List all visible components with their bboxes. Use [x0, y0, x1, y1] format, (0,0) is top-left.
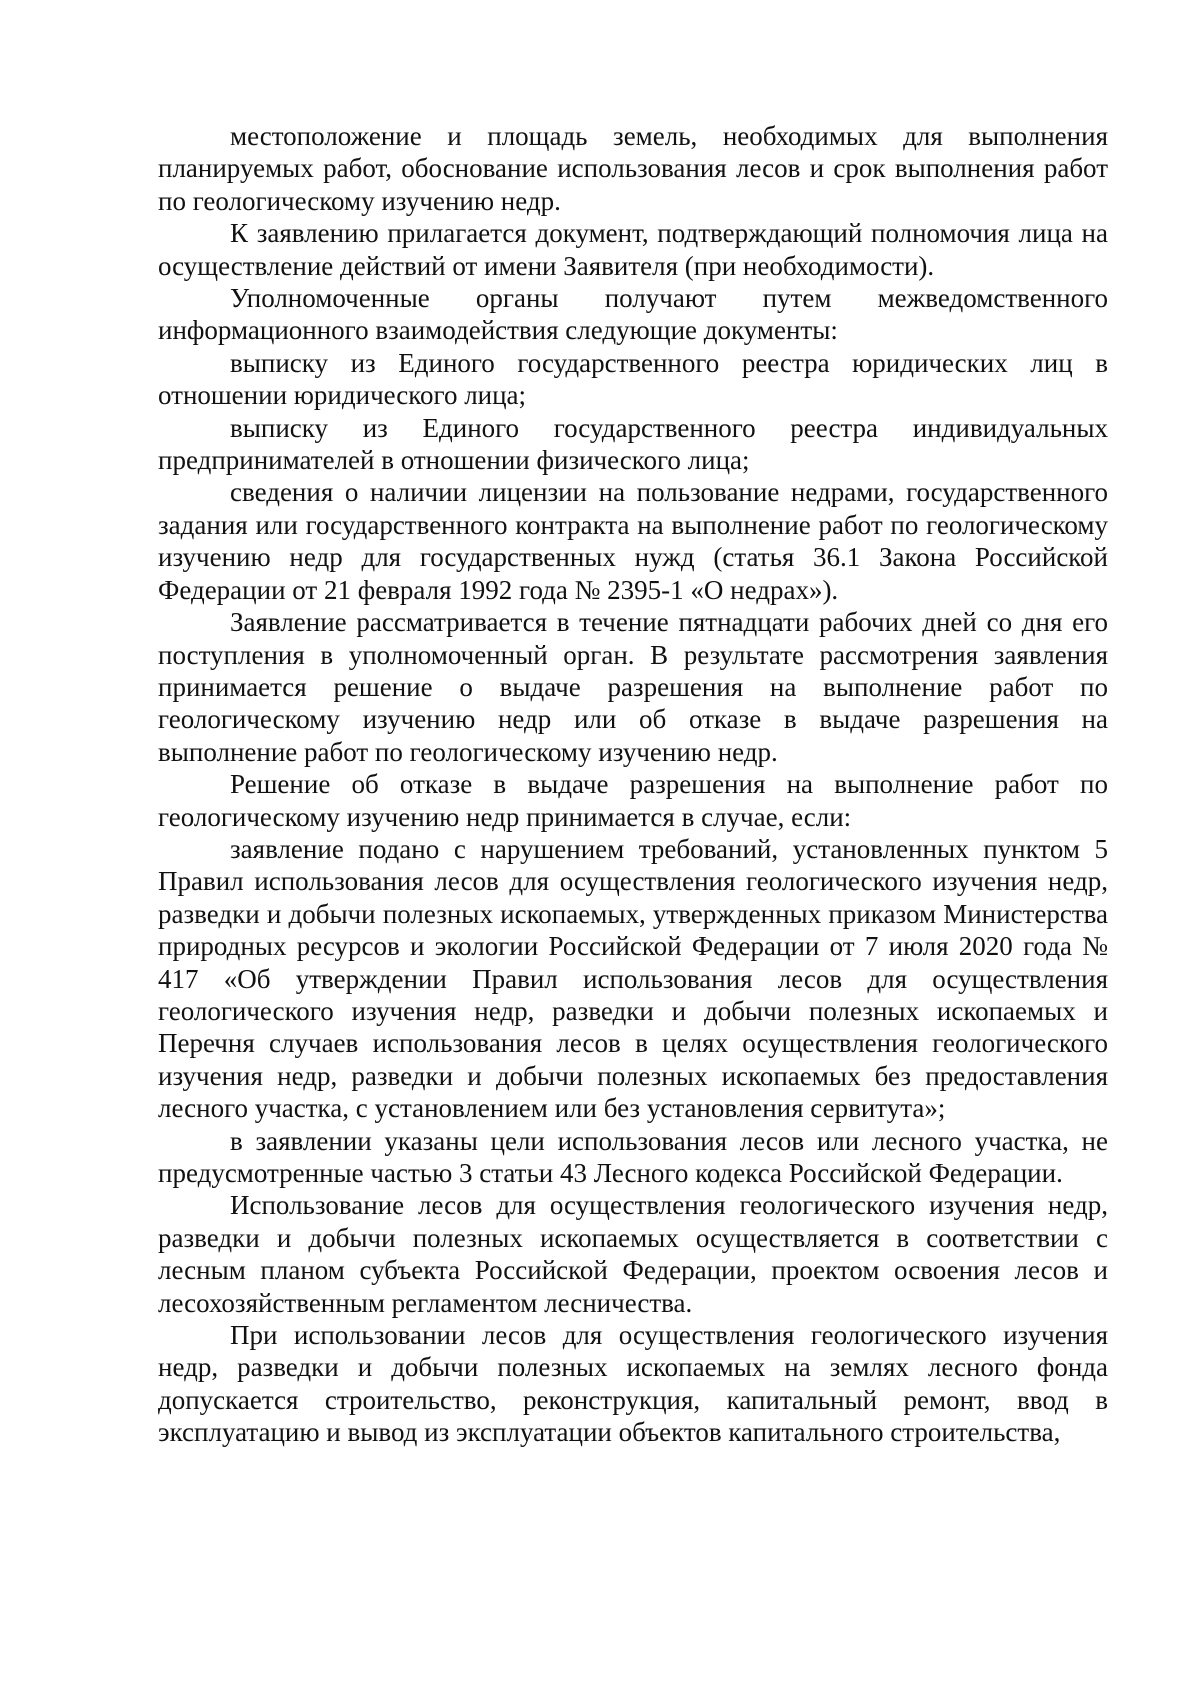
paragraph-legal-entities-registry: выписку из Единого государственного реестра юридических лиц в отношении юридического лица; [158, 347, 1108, 411]
paragraph-forest-use-compliance: Использование лесов для осуществления геологического изучения недр, разведки и добычи полезных ископаемых осуществляется в соответствии с лесным планом субъекта Российской Федерации, проектом освоения лесов и лесохозяйственным регламентом лесничества. [158, 1190, 1108, 1318]
paragraph-location-and-area: местоположение и площадь земель, необходимых для выполнения планируемых работ, обоснование использования лесов и срок выполнения работ по геологическому изучению недр. [158, 121, 1108, 216]
paragraph-refusal-conditions: Решение об отказе в выдаче разрешения на выполнение работ по геологическому изучению недр принимается в случае, если: [158, 769, 1108, 832]
paragraph-refusal-reason-requirements: заявление подано с нарушением требований, установленных пунктом 5 Правил использования лесов для осуществления геологического изучения недр, разведки и добычи полезных ископаемых, утвержденных приказом Министерства природных ресурсов и экологии Российской Федерации от 7 июля 2020 года № 417 «Об утверждении Правил использования лесов для осуществления геологического изучения недр, разведки и добычи полезных ископаемых и Перечня случаев использования лесов в целях осуществления геологического изучения недр, разведки и добычи полезных ископаемых без предоставления лесного участка, с установлением или без установления сервитута»; [158, 833, 1108, 1124]
paragraph-license-information: сведения о наличии лицензии на пользование недрами, государственного задания или государственного контракта на выполнение работ по геологическому изучению недр для государственных нужд (статья 36.1 Закона Российской Федерации от 21 февраля 1992 года № 2395-1 «О недрах»). [158, 477, 1108, 605]
document-body [158, 120, 1108, 1449]
paragraph-interagency-documents: Уполномоченные органы получают путем межведомственного информационного взаимодействия следующие документы: [158, 283, 1108, 346]
paragraph-entrepreneurs-registry: выписку из Единого государственного реестра индивидуальных предпринимателей в отношении физического лица; [158, 412, 1108, 476]
paragraph-review-period: Заявление рассматривается в течение пятнадцати рабочих дней со дня его поступления в уполномоченный орган. В результате рассмотрения заявления принимается решение о выдаче разрешения на выполнение работ по геологическому изучению недр или об отказе в выдаче разрешения на выполнение работ по геологическому изучению недр. [158, 607, 1108, 767]
paragraph-refusal-reason-purposes: в заявлении указаны цели использования лесов или лесного участка, не предусмотренные частью 3 статьи 43 Лесного кодекса Российской Федерации. [158, 1125, 1108, 1188]
paragraph-attached-authority-document: К заявлению прилагается документ, подтверждающий полномочия лица на осуществление действий от имени Заявителя (при необходимости). [158, 218, 1108, 281]
paragraph-construction-permitted: При использовании лесов для осуществления геологического изучения недр, разведки и добычи полезных ископаемых на землях лесного фонда допускается строительство, реконструкция, капитальный ремонт, ввод в эксплуатацию и вывод из эксплуатации объектов капитального строительства, [158, 1320, 1108, 1448]
